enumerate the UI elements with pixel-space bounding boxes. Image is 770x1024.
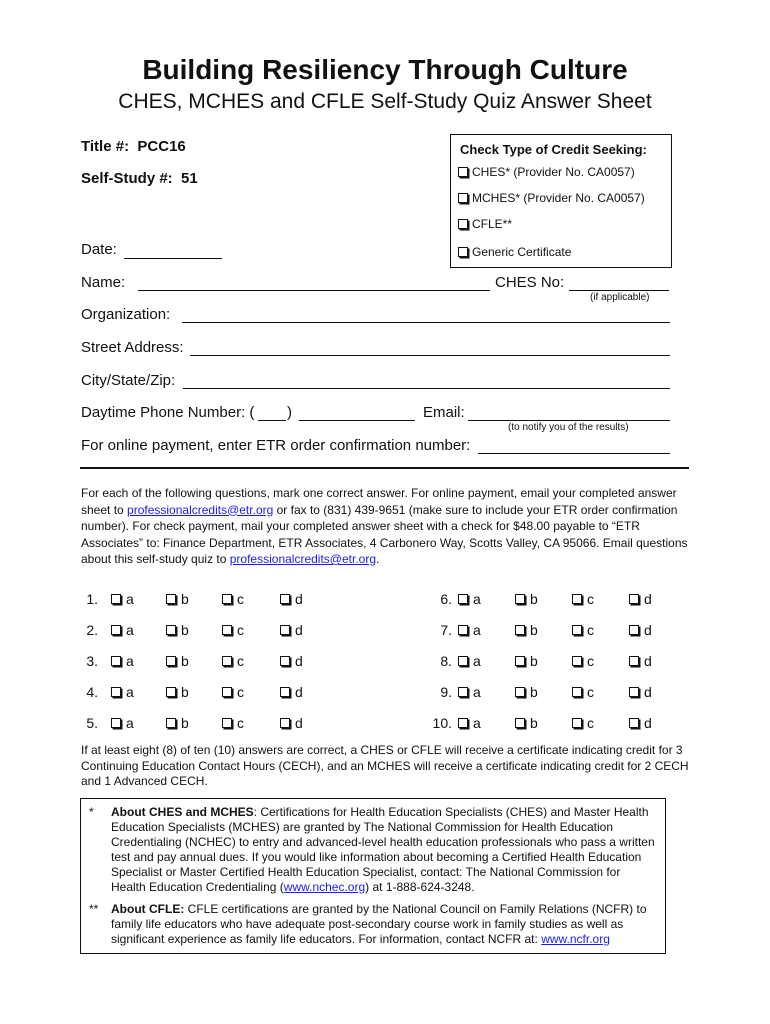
about-cfle-heading: About CFLE:	[111, 902, 185, 916]
ncfr-link[interactable]: www.ncfr.org	[541, 932, 610, 946]
answer-option-b[interactable]	[166, 715, 189, 731]
answer-option-b[interactable]	[515, 715, 538, 731]
answer-option-label: c	[587, 622, 594, 638]
email-field[interactable]	[468, 420, 670, 421]
name-label: Name:	[81, 274, 126, 291]
date-label: Date:	[81, 241, 117, 258]
page-title: Building Resiliency Through Culture	[142, 54, 628, 85]
answer-option-c[interactable]	[572, 622, 594, 638]
answer-option-label: a	[126, 591, 134, 607]
double-asterisk-mark: **	[89, 902, 99, 916]
answer-option-label: a	[126, 653, 134, 669]
answer-option-label: b	[530, 715, 538, 731]
about-cfle-note	[89, 902, 657, 947]
checkbox-icon[interactable]	[166, 625, 176, 635]
answer-option-b[interactable]	[166, 653, 189, 669]
answer-option-b[interactable]	[166, 591, 189, 607]
checkbox-icon[interactable]	[515, 656, 525, 666]
answer-option-label: b	[530, 653, 538, 669]
selfstudy-label: Self-Study #:	[81, 170, 173, 187]
checkbox-icon[interactable]	[111, 656, 121, 666]
checkbox-icon[interactable]	[629, 625, 639, 635]
question-number: 6.	[440, 591, 452, 607]
checkbox-icon[interactable]	[111, 718, 121, 728]
credit-option-generic[interactable]	[458, 245, 571, 259]
answer-option-label: d	[644, 684, 652, 700]
ches-no-note: (if applicable)	[590, 292, 650, 303]
question-number: 2.	[86, 622, 98, 638]
payment-confirmation-field[interactable]	[478, 453, 670, 454]
checkbox-icon[interactable]	[280, 656, 290, 666]
credit-option-label: CHES* (Provider No. CA0057)	[472, 165, 635, 179]
checkbox-icon[interactable]	[572, 594, 582, 604]
answer-option-label: d	[295, 684, 303, 700]
checkbox-icon[interactable]	[458, 193, 468, 203]
answer-option-label: b	[181, 653, 189, 669]
checkbox-icon[interactable]	[515, 625, 525, 635]
about-box	[80, 798, 666, 954]
answer-option-b[interactable]	[166, 622, 189, 638]
street-field[interactable]	[190, 355, 670, 356]
question-number: 4.	[86, 684, 98, 700]
answer-option-label: b	[530, 684, 538, 700]
answer-option-d[interactable]	[280, 622, 303, 638]
answer-option-label: d	[644, 653, 652, 669]
answer-option-b[interactable]	[515, 684, 538, 700]
answer-option-d[interactable]	[629, 622, 652, 638]
answer-option-label: a	[126, 684, 134, 700]
answer-option-label: a	[473, 622, 481, 638]
answer-option-d[interactable]	[629, 715, 652, 731]
question-number: 7.	[440, 622, 452, 638]
answer-option-a[interactable]	[458, 591, 481, 607]
email-link[interactable]: professionalcredits@etr.org	[127, 502, 274, 517]
checkbox-icon[interactable]	[280, 625, 290, 635]
checkbox-icon[interactable]	[222, 625, 232, 635]
answer-option-c[interactable]	[572, 715, 594, 731]
question-number: 9.	[440, 684, 452, 700]
phone-number-field[interactable]	[299, 420, 415, 421]
instructions-text: For each of the following questions, mark one correct answer. For online payment, email your completed answer sheet to	[81, 486, 677, 517]
about-ches-tail: ) at 1-888-624-3248.	[365, 880, 475, 894]
answer-option-label: a	[473, 591, 481, 607]
section-divider	[80, 467, 689, 469]
about-ches-body: : Certifications for Health Education Specialists (CHES) and Master Health Education Specialists (MCHES) are granted by The National Commission for Health Education Credentialing (NCHEC) to entry and advanced-level health education professionals who pass a written test and pay annual dues. If you would like information about becoming a Certified Health Education Specialist or Master Certified Health Education Specialist, contact: The National Commission for Health Education Credentialing (	[111, 805, 655, 894]
answer-option-label: b	[181, 684, 189, 700]
answer-option-c[interactable]	[572, 591, 594, 607]
answer-option-label: b	[181, 622, 189, 638]
answer-option-d[interactable]	[629, 653, 652, 669]
checkbox-icon[interactable]	[458, 247, 468, 257]
page-subtitle: CHES, MCHES and CFLE Self-Study Quiz Answer Sheet	[118, 90, 652, 113]
checkbox-icon[interactable]	[572, 718, 582, 728]
selfstudy-value: 51	[181, 170, 198, 187]
ches-no-field[interactable]	[569, 290, 669, 291]
about-ches-note	[89, 805, 657, 895]
certificate-info: If at least eight (8) of ten (10) answers are correct, a CHES or CFLE will receive a certificate indicating credit for 3 Continuing Education Contact Hours (CECH), and an MCHES will receive a certificate indicating credit for 2 CECH and 1 Advanced CECH.	[81, 743, 689, 788]
checkbox-icon[interactable]	[458, 656, 468, 666]
checkbox-icon[interactable]	[458, 167, 468, 177]
answer-option-a[interactable]	[111, 653, 134, 669]
question-number: 1.	[86, 591, 98, 607]
credit-option-label: Generic Certificate	[472, 245, 572, 259]
answer-option-label: d	[295, 715, 303, 731]
checkbox-icon[interactable]	[629, 594, 639, 604]
answer-option-label: a	[473, 684, 481, 700]
credit-option-cfle[interactable]	[458, 217, 512, 231]
ches-no-label: CHES No:	[495, 274, 565, 291]
phone-label: Daytime Phone Number: (	[81, 404, 255, 421]
answer-option-c[interactable]	[572, 653, 594, 669]
question-number: 10.	[432, 715, 452, 731]
payment-label: For online payment, enter ETR order confirmation number:	[81, 437, 471, 454]
answer-option-c[interactable]	[222, 622, 244, 638]
answer-option-label: a	[473, 653, 481, 669]
answer-option-label: c	[237, 653, 244, 669]
answer-option-label: b	[181, 591, 189, 607]
checkbox-icon[interactable]	[458, 219, 468, 229]
answer-option-label: a	[473, 715, 481, 731]
answer-option-a[interactable]	[111, 684, 134, 700]
about-cfle-body: CFLE certifications are granted by the National Council on Family Relations (NCFR) to family life educators who have adequate post-secondary course work in family studies as well as significant experience as family life educators. For information, contact NCFR at:	[111, 902, 647, 946]
street-label: Street Address:	[81, 339, 184, 356]
checkbox-icon[interactable]	[629, 656, 639, 666]
organization-label: Organization:	[81, 306, 171, 323]
checkbox-icon[interactable]	[572, 656, 582, 666]
checkbox-icon[interactable]	[111, 594, 121, 604]
checkbox-icon[interactable]	[166, 687, 176, 697]
answer-option-d[interactable]	[280, 684, 303, 700]
answer-option-label: c	[587, 591, 594, 607]
email-link[interactable]: professionalcredits@etr.org	[229, 552, 376, 566]
answer-option-b[interactable]	[515, 653, 538, 669]
instructions-text: or fax to (831) 439-9651 (make sure to include your ETR order confirmation number). For check payment, mail your completed answer sheet with a check for $48.00 payable to “ETR Associates” to: Finance Department, ETR Associates, 4 Carbonero Way, Scotts Valley, CA 95066. Email questions about this self-study quiz to	[81, 502, 688, 566]
phone-close-paren: )	[287, 404, 292, 421]
answer-option-label: d	[644, 715, 652, 731]
checkbox-icon[interactable]	[222, 687, 232, 697]
checkbox-icon[interactable]	[111, 625, 121, 635]
checkbox-icon[interactable]	[280, 687, 290, 697]
answer-option-label: b	[530, 591, 538, 607]
answer-option-label: d	[644, 591, 652, 607]
answer-option-d[interactable]	[629, 591, 652, 607]
name-field[interactable]	[138, 290, 490, 291]
answer-option-label: c	[587, 653, 594, 669]
answer-option-label: d	[295, 591, 303, 607]
answer-option-a[interactable]	[111, 591, 134, 607]
checkbox-icon[interactable]	[222, 656, 232, 666]
instructions-text: .	[376, 552, 380, 566]
phone-area-field[interactable]	[258, 420, 286, 421]
credit-option-label: MCHES* (Provider No. CA0057)	[472, 191, 645, 205]
answer-option-c[interactable]	[222, 653, 244, 669]
checkbox-icon[interactable]	[222, 718, 232, 728]
checkbox-icon[interactable]	[629, 718, 639, 728]
checkbox-icon[interactable]	[222, 594, 232, 604]
answer-option-label: c	[237, 715, 244, 731]
checkbox-icon[interactable]	[280, 594, 290, 604]
answer-option-a[interactable]	[111, 715, 134, 731]
city-field[interactable]	[183, 388, 670, 389]
checkbox-icon[interactable]	[515, 718, 525, 728]
nchec-link[interactable]: www.nchec.org	[283, 880, 366, 894]
date-field[interactable]	[124, 258, 222, 259]
credit-option-mches[interactable]	[458, 191, 645, 205]
question-number: 3.	[86, 653, 98, 669]
answer-option-label: a	[126, 622, 134, 638]
email-note: (to notify you of the results)	[508, 422, 629, 433]
answer-option-label: c	[237, 622, 244, 638]
answer-option-a[interactable]	[458, 622, 481, 638]
checkbox-icon[interactable]	[515, 687, 525, 697]
checkbox-icon[interactable]	[166, 656, 176, 666]
checkbox-icon[interactable]	[458, 594, 468, 604]
selfstudy-row	[81, 170, 198, 187]
checkbox-icon[interactable]	[572, 625, 582, 635]
checkbox-icon[interactable]	[515, 594, 525, 604]
answer-option-label: d	[295, 622, 303, 638]
answer-option-b[interactable]	[515, 622, 538, 638]
answer-option-c[interactable]	[222, 715, 244, 731]
answer-option-d[interactable]	[280, 591, 303, 607]
answer-option-a[interactable]	[458, 684, 481, 700]
asterisk-mark: *	[89, 805, 94, 819]
answer-option-d[interactable]	[280, 653, 303, 669]
checkbox-icon[interactable]	[572, 687, 582, 697]
answer-option-label: b	[181, 715, 189, 731]
answer-option-label: c	[237, 591, 244, 607]
checkbox-icon[interactable]	[458, 718, 468, 728]
answer-option-c[interactable]	[572, 684, 594, 700]
instructions-paragraph	[81, 485, 693, 568]
answer-option-a[interactable]	[458, 715, 481, 731]
answer-option-label: b	[530, 622, 538, 638]
answer-option-b[interactable]	[166, 684, 189, 700]
question-number: 5.	[86, 715, 98, 731]
answer-option-c[interactable]	[222, 684, 244, 700]
checkbox-icon[interactable]	[280, 718, 290, 728]
answer-option-d[interactable]	[629, 684, 652, 700]
answer-option-label: d	[295, 653, 303, 669]
answer-option-a[interactable]	[458, 653, 481, 669]
checkbox-icon[interactable]	[166, 594, 176, 604]
organization-field[interactable]	[182, 322, 670, 323]
answer-option-label: a	[126, 715, 134, 731]
credit-option-ches[interactable]	[458, 165, 635, 179]
course-title-row	[81, 138, 186, 155]
answer-option-d[interactable]	[280, 715, 303, 731]
email-label: Email:	[423, 404, 465, 421]
question-number: 8.	[440, 653, 452, 669]
credit-type-heading: Check Type of Credit Seeking:	[460, 142, 647, 157]
credit-type-box	[450, 134, 672, 268]
credit-option-label: CFLE**	[472, 217, 513, 231]
answer-option-a[interactable]	[111, 622, 134, 638]
answer-option-label: d	[644, 622, 652, 638]
answer-option-b[interactable]	[515, 591, 538, 607]
answer-option-c[interactable]	[222, 591, 244, 607]
checkbox-icon[interactable]	[629, 687, 639, 697]
course-title-label: Title #:	[81, 138, 130, 155]
checkbox-icon[interactable]	[111, 687, 121, 697]
city-label: City/State/Zip:	[81, 372, 176, 389]
answer-option-label: c	[587, 715, 594, 731]
checkbox-icon[interactable]	[458, 625, 468, 635]
checkbox-icon[interactable]	[166, 718, 176, 728]
answer-option-label: c	[587, 684, 594, 700]
answer-option-label: c	[237, 684, 244, 700]
checkbox-icon[interactable]	[458, 687, 468, 697]
course-title-value: PCC16	[137, 138, 186, 155]
about-ches-heading: About CHES and MCHES	[111, 805, 254, 819]
